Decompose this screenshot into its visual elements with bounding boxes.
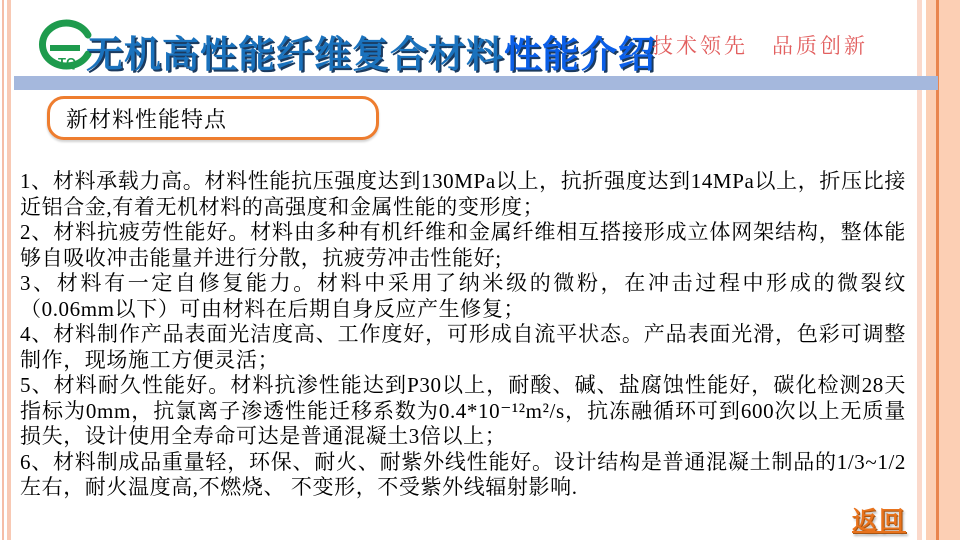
logo-text: TQ bbox=[58, 55, 77, 70]
section-title-label: 新材料性能特点 bbox=[66, 106, 228, 132]
feature-item-5: 5、材料耐久性能好。材料抗渗性能达到P30以上，耐酸、碱、盐腐蚀性能好，碳化检测28天指标为0mm，抗氯离子渗透性能迁移系数为0.4*10⁻¹²m²/s，抗冻融循环可到600次以上无质量损失，设计使用全寿命可达是普通混凝土3倍以上； bbox=[20, 373, 906, 448]
feature-item-1: 1、材料承载力高。材料性能抗压强度达到130MPa以上，抗折强度达到14MPa以上，折压比接近铝合金,有着无机材料的高强度和金属性能的变形度； bbox=[20, 169, 906, 219]
company-slogan: 技术领先 品质创新 bbox=[652, 34, 868, 58]
return-button[interactable]: 返回 bbox=[852, 507, 907, 535]
feature-item-4: 4、材料制作产品表面光洁度高、工作度好，可形成自流平状态。产品表面光滑，色彩可调整制作，现场施工方便灵活； bbox=[20, 322, 906, 372]
section-title-box bbox=[47, 96, 379, 140]
feature-item-2: 2、材料抗疲劳性能好。材料由多种有机纤维和金属纤维相互搭接形成立体网架结构，整体能够自吸收冲击能量并进行分散，抗疲劳冲击性能好; bbox=[20, 220, 906, 270]
feature-item-6: 6、材料制成品重量轻，环保、耐火、耐紫外线性能好。设计结构是普通混凝土制品的1/3~1/2左右，耐火温度高,不燃烧、 不变形，不受紫外线辐射影响. bbox=[20, 449, 906, 499]
content-text-block bbox=[20, 169, 906, 501]
page-title-suffix: 性能介绍 bbox=[504, 34, 656, 75]
left-edge-stripe-inner bbox=[7, 0, 11, 540]
header-divider-bar bbox=[14, 76, 938, 90]
left-edge-stripe-outer bbox=[2, 0, 4, 540]
feature-item-3: 3、材料有一定自修复能力。材料中采用了纳米级的微粉，在冲击过程中形成的微裂纹（0.06mm以下）可由材料在后期自身反应产生修复； bbox=[20, 271, 906, 321]
page-title-main: 无机高性能纤维复合材料 bbox=[86, 34, 504, 75]
